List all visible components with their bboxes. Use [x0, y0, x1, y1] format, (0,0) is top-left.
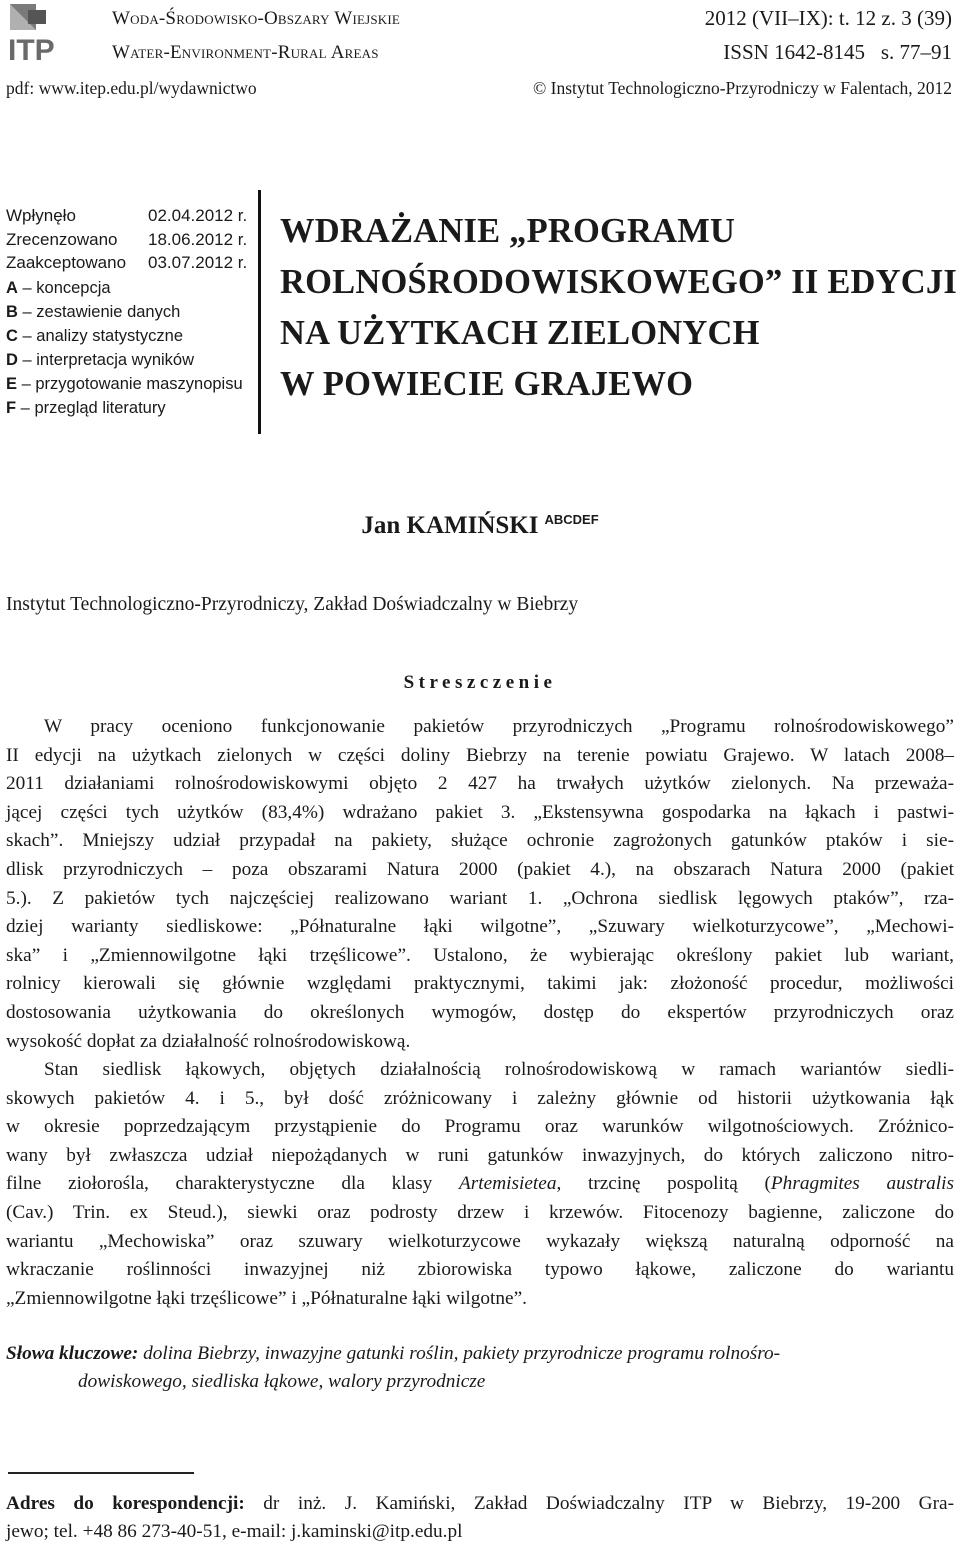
author [0, 512, 960, 540]
correspondence-address: Adres do korespondencji: dr inż. J. Kamiński, Zakład Doświadczalny ITP w Biebrzy, 19-200 Gra- jewo; tel. +48 86 273-40-51, e-mail: j.kaminski@itp.edu.pl [6, 1493, 954, 1543]
date-reviewed: Zrecenzowano 18.06.2012 r. [6, 229, 248, 249]
volume-info: 2012 (VII–IX): t. 12 z. 3 (39) [704, 6, 952, 30]
taxon-phragmites: Phragmites australis [770, 1173, 954, 1195]
vertical-divider [258, 190, 261, 434]
contribution-item: D – interpretacja wyników [6, 351, 194, 369]
abstract-line-italics: filne ziołorośla, charakterystyczne dla klasy Artemisietea, trzcinę pospolitą (Phragmites australis [6, 1173, 954, 1195]
correspondence-label: Adres do korespondencji: [6, 1493, 245, 1514]
contribution-item: E – przygotowanie maszynopisu [6, 375, 243, 393]
itp-logo [6, 2, 90, 64]
journal-title-pl: Woda-Środowisko-Obszary Wiejskie [112, 8, 401, 29]
author-roles: ABCDEF [544, 512, 599, 527]
taxon-artemisietea: Artemisietea [459, 1173, 557, 1195]
keywords-line-2: dowiskowego, siedliska łąkowe, walory przyrodnicze [78, 1371, 486, 1393]
affiliation: Instytut Technologiczno-Przyrodniczy, Zakład Doświadczalny w Biebrzy [6, 594, 579, 615]
keywords-line-1: dolina Biebrzy, inwazyjne gatunki roślin, pakiety przyrodnicze programu rolnośro- [138, 1343, 781, 1364]
author-name: Jan KAMIŃSKI [361, 512, 539, 539]
date-received: Wpłynęło 02.04.2012 r. [6, 206, 248, 225]
copyright: © Instytut Technologiczno-Przyrodniczy w Falentach, 2012 [532, 78, 952, 98]
article-title: WDRAŻANIE „PROGRAMU ROLNOŚRODOWISKOWEGO” II EDYCJI NA UŻYTKACH ZIELONYCH W POWIECIE GRAJEWO [280, 212, 957, 403]
footnote-rule [8, 1472, 194, 1474]
issn-pages [723, 40, 952, 65]
abstract-paragraph-1: W pracy oceniono funkcjonowanie pakietów przyrodniczych „Programu rolnośrodowiskowego” II edycji na użytkach zielonych w części doliny Biebrzy na terenie powiatu Grajewo. W latach 2008– 2011 działaniami rolnośrodowiskowymi objęto 2 427 ha trwałych użytków zielonych. Na przeważa- jącej części tych użytków (83,4%) wdrażano pakiet 3. „Ekstensywna gospodarka na łąkach i pastwi- skach”. Mniejszy udział przypadał na pakiety, służące ochronie zagrożonych gatunków ptaków i sie- dlisk przyrodniczych – poza obszarami Natura 2000 (pakiet 4.), na obszarach Natura 2000 (pakiet 5.). Z pakietów tych najczęściej realizowano wariant 1. „Ochrona siedlisk lęgowych ptaków”, rza- dziej warianty siedliskowe: „Półnaturalne łąki wilgotne”, „Szuwary wielkoturzycowe”, „Mechowi- ska” i „Zmiennowilgotne łąki trzęślicowe”. Ustalono, że wybierając określony pakiet lub wariant, rolnicy kierowali się głównie względami praktycznymi, takimi jak: złożoność procedur, możliwości dostosowania użytkowania do określonych wymogów, dostęp do ekspertów przyrodniczych oraz wysokość dopłat za działalność rolnośrodowiskową. [6, 716, 954, 1052]
contribution-item: C – analizy statystyczne [6, 327, 183, 345]
contribution-item: B – zestawienie danych [6, 303, 181, 321]
contribution-item: A – koncepcja [6, 279, 111, 297]
issn: ISSN 1642-8145 [723, 40, 866, 64]
submission-dates [6, 204, 247, 275]
pdf-link[interactable]: pdf: www.itep.edu.pl/wydawnictwo [6, 78, 257, 98]
keywords-label: Słowa kluczowe: [6, 1343, 139, 1364]
page-range: s. 77–91 [880, 40, 952, 64]
author-contributions [6, 276, 243, 420]
logo-text: ITP [8, 34, 55, 64]
contribution-item: F – przegląd literatury [6, 399, 166, 417]
abstract-paragraph-2: Stan siedlisk łąkowych, objętych działalnością rolnośrodowiskową w ramach wariantów siedli- skowych pakietów 4. i 5., był dość zróżnicowany i zależny głównie od historii użytkowania łąk w okresie poprzedzającym przystąpienie do Programu oraz warunków wilgotnościowych. Zróżnico- wany był zwłaszcza udział niepożądanych w runi gatunków inwazyjnych, do których zaliczono nitro- filne ziołorośla, charakterystyczne dla klasy Artemisietea, trzcinę pospolitą (Phragmites australis (Cav.) Trin. ex Steud.), siewki oraz podrosty drzew i krzewów. Fitocenozy bagienne, zaliczone do wariantu „Mechowiska” oraz szuwary wielkoturzycowe wykazały większą naturalną odporność na wkraczanie roślinności inwazyjnej niż zbiorowiska typowo łąkowe, zaliczone do wariantu „Zmiennowilgotne łąki trzęślicowe” i „Półnaturalne łąki wilgotne”. [6, 1059, 954, 1309]
journal-title-en: Water-Environment-Rural Areas [112, 42, 379, 63]
keywords [6, 1340, 954, 1397]
abstract-heading: Streszczenie [403, 672, 557, 693]
date-accepted: Zaakceptowano 03.07.2012 r. [6, 253, 248, 272]
